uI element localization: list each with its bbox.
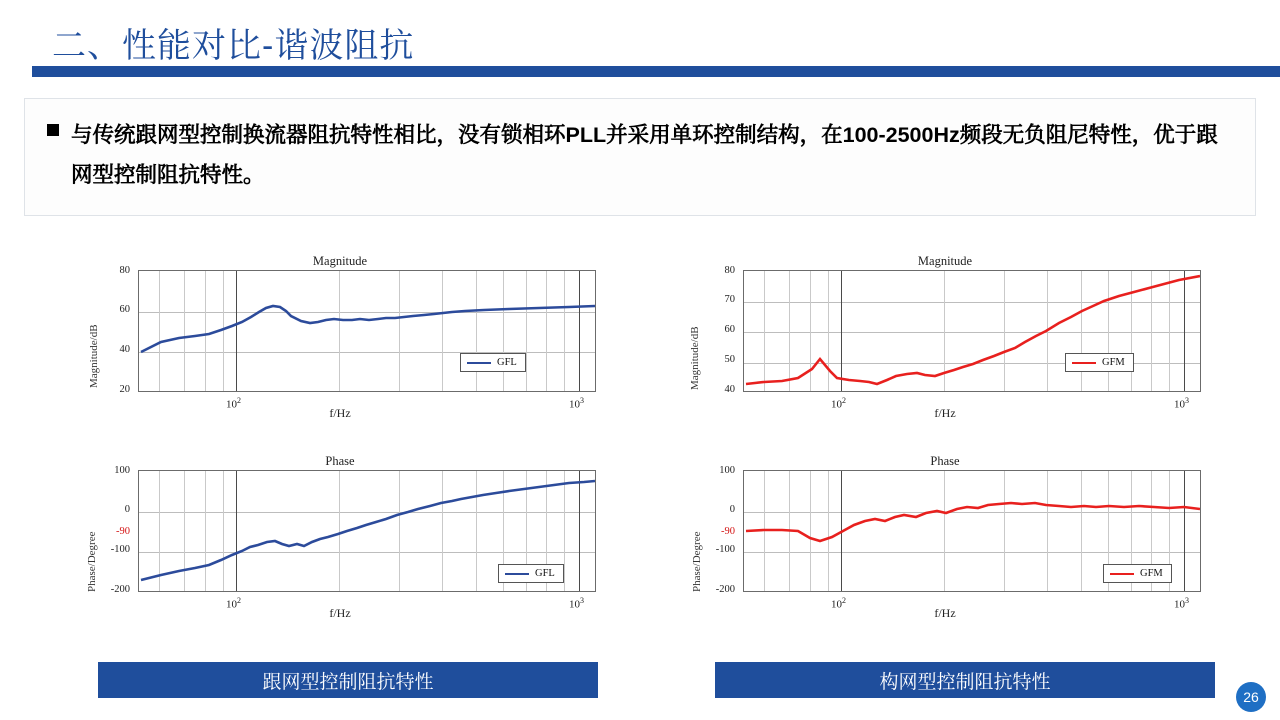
y-axis-label: Magnitude/dB: [88, 324, 100, 388]
y-tick: 20: [119, 384, 130, 395]
legend-gfm: [1065, 353, 1134, 372]
x-tick: $10^3$: [1174, 396, 1189, 411]
plot-gfl-magnitude: [60, 240, 620, 435]
page-title: 二、性能对比-谐波阻抗: [52, 27, 415, 65]
legend-label: GFL: [535, 568, 555, 579]
plot-gfl-phase: [60, 440, 620, 635]
x-tick: $10^3$: [569, 396, 584, 411]
bullet-text: 与传统跟网型控制换流器阻抗特性相比，没有锁相环PLL并采用单环控制结构，在100-2500Hz频段无负阻尼特性，优于跟网型控制阻抗特性。: [71, 123, 1218, 187]
y-tick: 80: [119, 265, 130, 276]
y-tick: 40: [724, 384, 735, 395]
y-tick: -100: [715, 544, 735, 555]
x-tick: $10^2$: [831, 396, 846, 411]
title-divider: [0, 66, 1280, 77]
y-tick: 0: [729, 504, 735, 515]
plot-gfm-phase: [665, 440, 1225, 635]
x-tick: $10^2$: [226, 396, 241, 411]
x-tick: $10^3$: [569, 596, 584, 611]
plot-axes: [743, 270, 1201, 392]
y-tick: 0: [124, 504, 130, 515]
y-tick: 100: [114, 465, 130, 476]
x-axis-label: f/Hz: [329, 606, 351, 620]
y-axis-label: Phase/Degree: [691, 531, 703, 592]
y-tick: -100: [110, 544, 130, 555]
x-tick: $10^2$: [226, 596, 241, 611]
y-tick: 100: [719, 465, 735, 476]
series-line-gfl-magnitude: [139, 271, 596, 392]
title-divider-notch: [0, 66, 32, 77]
caption-right: 构网型控制阻抗特性: [715, 662, 1215, 698]
y-tick: 50: [724, 354, 735, 365]
x-axis-label: f/Hz: [329, 406, 351, 420]
y-tick: 70: [724, 294, 735, 305]
legend-label: GFM: [1102, 357, 1125, 368]
legend-gfm-phase: [1103, 564, 1172, 583]
caption-left: 跟网型控制阻抗特性: [98, 662, 598, 698]
legend-swatch-icon: [505, 573, 529, 575]
legend-label: GFM: [1140, 568, 1163, 579]
y-tick: 60: [119, 304, 130, 315]
y-annotation-neg90: -90: [721, 526, 735, 537]
y-annotation-neg90: -90: [116, 526, 130, 537]
series-line-gfm-magnitude: [744, 271, 1201, 392]
legend-swatch-icon: [1110, 573, 1134, 575]
plot-axes: [138, 270, 596, 392]
plot-gfm-magnitude: [665, 240, 1225, 435]
legend-label: GFL: [497, 357, 517, 368]
y-tick: -200: [110, 584, 130, 595]
x-tick: $10^2$: [831, 596, 846, 611]
legend-gfl-phase: [498, 564, 564, 583]
x-axis-label: f/Hz: [934, 606, 956, 620]
chart-panel-gfm: [665, 240, 1225, 640]
x-axis-label: f/Hz: [934, 406, 956, 420]
page-number-badge: 26: [1236, 682, 1266, 712]
y-tick: 80: [724, 265, 735, 276]
square-bullet-icon: [47, 124, 59, 136]
bullet-panel: [24, 98, 1256, 216]
plot-title: Magnitude: [917, 254, 973, 268]
bullet-row: [47, 115, 1227, 195]
y-tick: 40: [119, 344, 130, 355]
y-tick: 60: [724, 324, 735, 335]
plot-title: Phase: [930, 454, 960, 468]
y-tick: -200: [715, 584, 735, 595]
legend-swatch-icon: [467, 362, 491, 364]
x-tick: $10^3$: [1174, 596, 1189, 611]
plot-title: Phase: [325, 454, 355, 468]
charts-area: [0, 240, 1280, 650]
y-axis-label: Magnitude/dB: [689, 326, 701, 390]
plot-title: Magnitude: [312, 254, 368, 268]
legend-gfl: [460, 353, 526, 372]
y-axis-label: Phase/Degree: [86, 531, 98, 592]
legend-swatch-icon: [1072, 362, 1096, 364]
chart-panel-gfl: [60, 240, 620, 640]
